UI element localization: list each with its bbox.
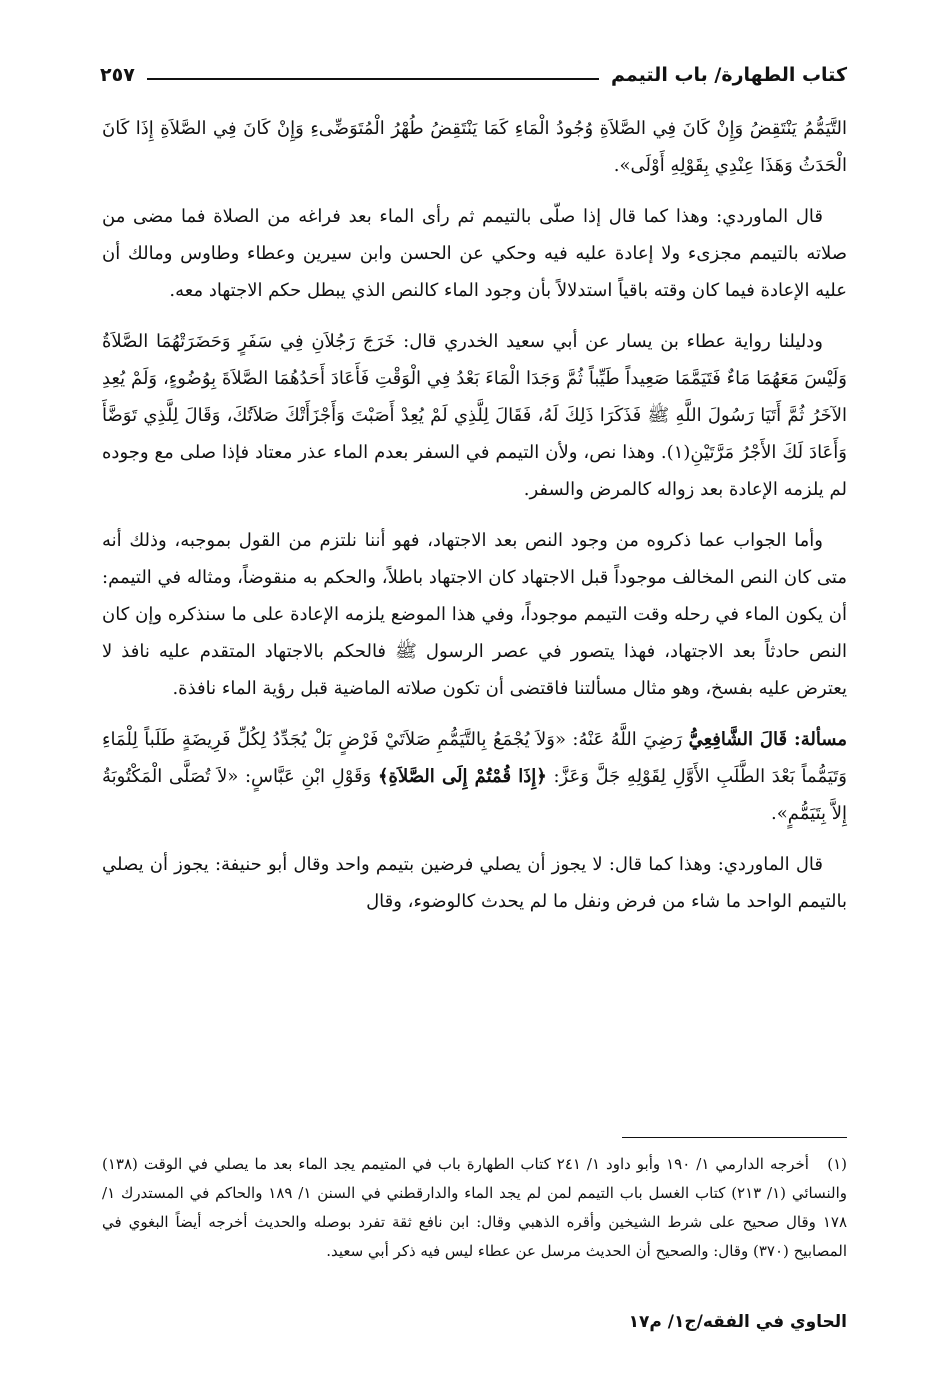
paragraph-evidence: ودليلنا رواية عطاء بن يسار عن أبي سعيد الخدري قال: خَرَجَ رَجُلاَنِ فِي سَفَرٍ وَحَضَرَتْهُمَا الصَّلاَةُ وَلَيْسَ مَعَهُمَا مَاءٌ فَتَيَمَّمَا صَعِيداً طَيِّباً ثُمَّ وَجَدَا الْمَاءَ بَعْدُ فِي الْوَقْتِ فَأَعَادَ أَحَدُهُمَا الصَّلاَةَ بِوُضُوءٍ، وَلَمْ يُعِدِ الآخَرُ ثُمَّ أَتَيَا رَسُولَ اللَّهِ ﷺ فَذَكَرَا ذَلِكَ لَهُ، فَقَالَ لِلَّذِي لَمْ يُعِدْ أَصَبْتَ وَأَجْزَأَتْكَ صَلاَتُكَ، وَقَالَ لِلَّذِي تَوَضَّأَ وَأَعَادَ لَكَ الأَجْرُ مَرَّتَيْنِ(١). وهذا نص، ولأن التيمم في السفر بعدم الماء عذر معتاد فإذا صلى مع وجوده لم يلزمه الإعادة بعد زواله كالمرض والسفر.	[102, 331, 847, 500]
footnote-number: (١)	[827, 1155, 847, 1173]
masala-text-b: وَقَوْلِ ابْنِ عَبَّاسٍ: «لاَ تُصَلَّى الْمَكْتُوبَةُ إِلاَّ بِتَيَمُّمٍ».	[102, 766, 847, 824]
running-header	[100, 58, 847, 92]
main-text	[102, 110, 847, 934]
masala-text-a: رَضِيَ اللَّهُ عَنْهُ: «وَلاَ يُجْمَعُ بِالتَّيَمُّمِ صَلاَتَيْ فَرْضٍ بَلْ يُجَدِّدُ لِكُلِّ فَرِيضَةٍ طَلَباً لِلْمَاءِ وَتَيَمُّماً بَعْدَ الطَّلَبِ الأَوَّلِ لِقَوْلِهِ جَلَّ وَعَزَّ:	[102, 729, 847, 787]
page-number: ٢٥٧	[100, 64, 135, 86]
header-divider	[147, 78, 599, 80]
footnote	[102, 1150, 847, 1266]
masala-lead: مسألة: قَالَ الشَّافِعِيُّ	[688, 729, 848, 750]
footnote-divider	[622, 1137, 847, 1138]
paragraph-hadith-text: التَّيَمُّمُ يَنْتَقِضُ وَإِنْ كَانَ فِي الصَّلاَةِ وُجُودُ الْمَاءِ كَمَا يَنْتَقِضُ طُهْرُ الْمُتَوَضِّىءِ وَإِنْ كَانَ فِي الصَّلاَةِ إِذَا كَانَ الْحَدَثُ وَهَذَا عِنْدِي بِقَوْلِهِ أَوْلَى».	[102, 118, 847, 176]
volume-signature: الحاوي في الفقه/ج١/ م١٧	[628, 1312, 847, 1332]
quran-verse: ﴿إِذَا قُمْتُمْ إِلَى الصَّلاَةِ﴾	[377, 766, 547, 787]
paragraph-mawardi-second: قال الماوردي: وهذا كما قال: لا يجوز أن يصلي فرضين بتيمم واحد وقال أبو حنيفة: يجوز أن يصلي بالتيمم الواحد ما شاء من فرض ونفل ما لم يحدث كالوضوء، وقال	[102, 854, 847, 912]
paragraph-mawardi-commentary: قال الماوردي: وهذا كما قال إذا صلّى بالتيمم ثم رأى الماء بعد فراغه من الصلاة فما مضى من صلاته بالتيمم مجزىء ولا إعادة عليه فيه وحكي عن الحسن وابن سيرين وعطاء وطاوس ومالك أن عليه الإعادة فيما كان وقته باقياً استدلالاً بأن وجود الماء كالنص الذي يبطل حكم الاجتهاد معه.	[102, 206, 847, 301]
paragraph-masala	[102, 721, 847, 832]
chapter-title: كتاب الطهارة/ باب التيمم	[611, 64, 847, 86]
footnote-text: أخرجه الدارمي ١/ ١٩٠ وأبو داود ١/ ٢٤١ كتاب الطهارة باب في المتيمم يجد الماء بعد ما يصلي في الوقت (١٣٨) والنسائي (١/ ٢١٣) كتاب الغسل باب التيمم لمن لم يجد الماء والدارقطني في السنن ١/ ١٨٩ والحاكم في المستدرك ١/ ١٧٨ وقال صحيح على شرط الشيخين وأقره الذهبي وقال: ابن نافع ثقة تفرد بوصله والحديث أخرجه أيضاً البغوي في المصابيح (٣٧٠) وقال: والصحيح أن الحديث مرسل عن عطاء ليس فيه ذكر أبي سعيد.	[102, 1155, 847, 1260]
paragraph-response: وأما الجواب عما ذكروه من وجود النص بعد الاجتهاد، فهو أننا نلتزم من القول بموجبه، وذلك أنه متى كان النص المخالف موجوداً قبل الاجتهاد كان الاجتهاد باطلاً، والحكم به منقوضاً، ومثاله في التيمم: أن يكون الماء في رحله وقت التيمم موجوداً، وفي هذا الموضع يلزمه الإعادة على ما سنذكره وإن كان النص حادثاً بعد الاجتهاد، فهذا يتصور في عصر الرسول ﷺ فالحكم بالاجتهاد المتقدم عليه نافذ لا يعترض عليه بفسخ، وهو مثال مسألتنا فاقتضى أن تكون صلاته الماضية قبل رؤية الماء نافذة.	[102, 530, 847, 699]
